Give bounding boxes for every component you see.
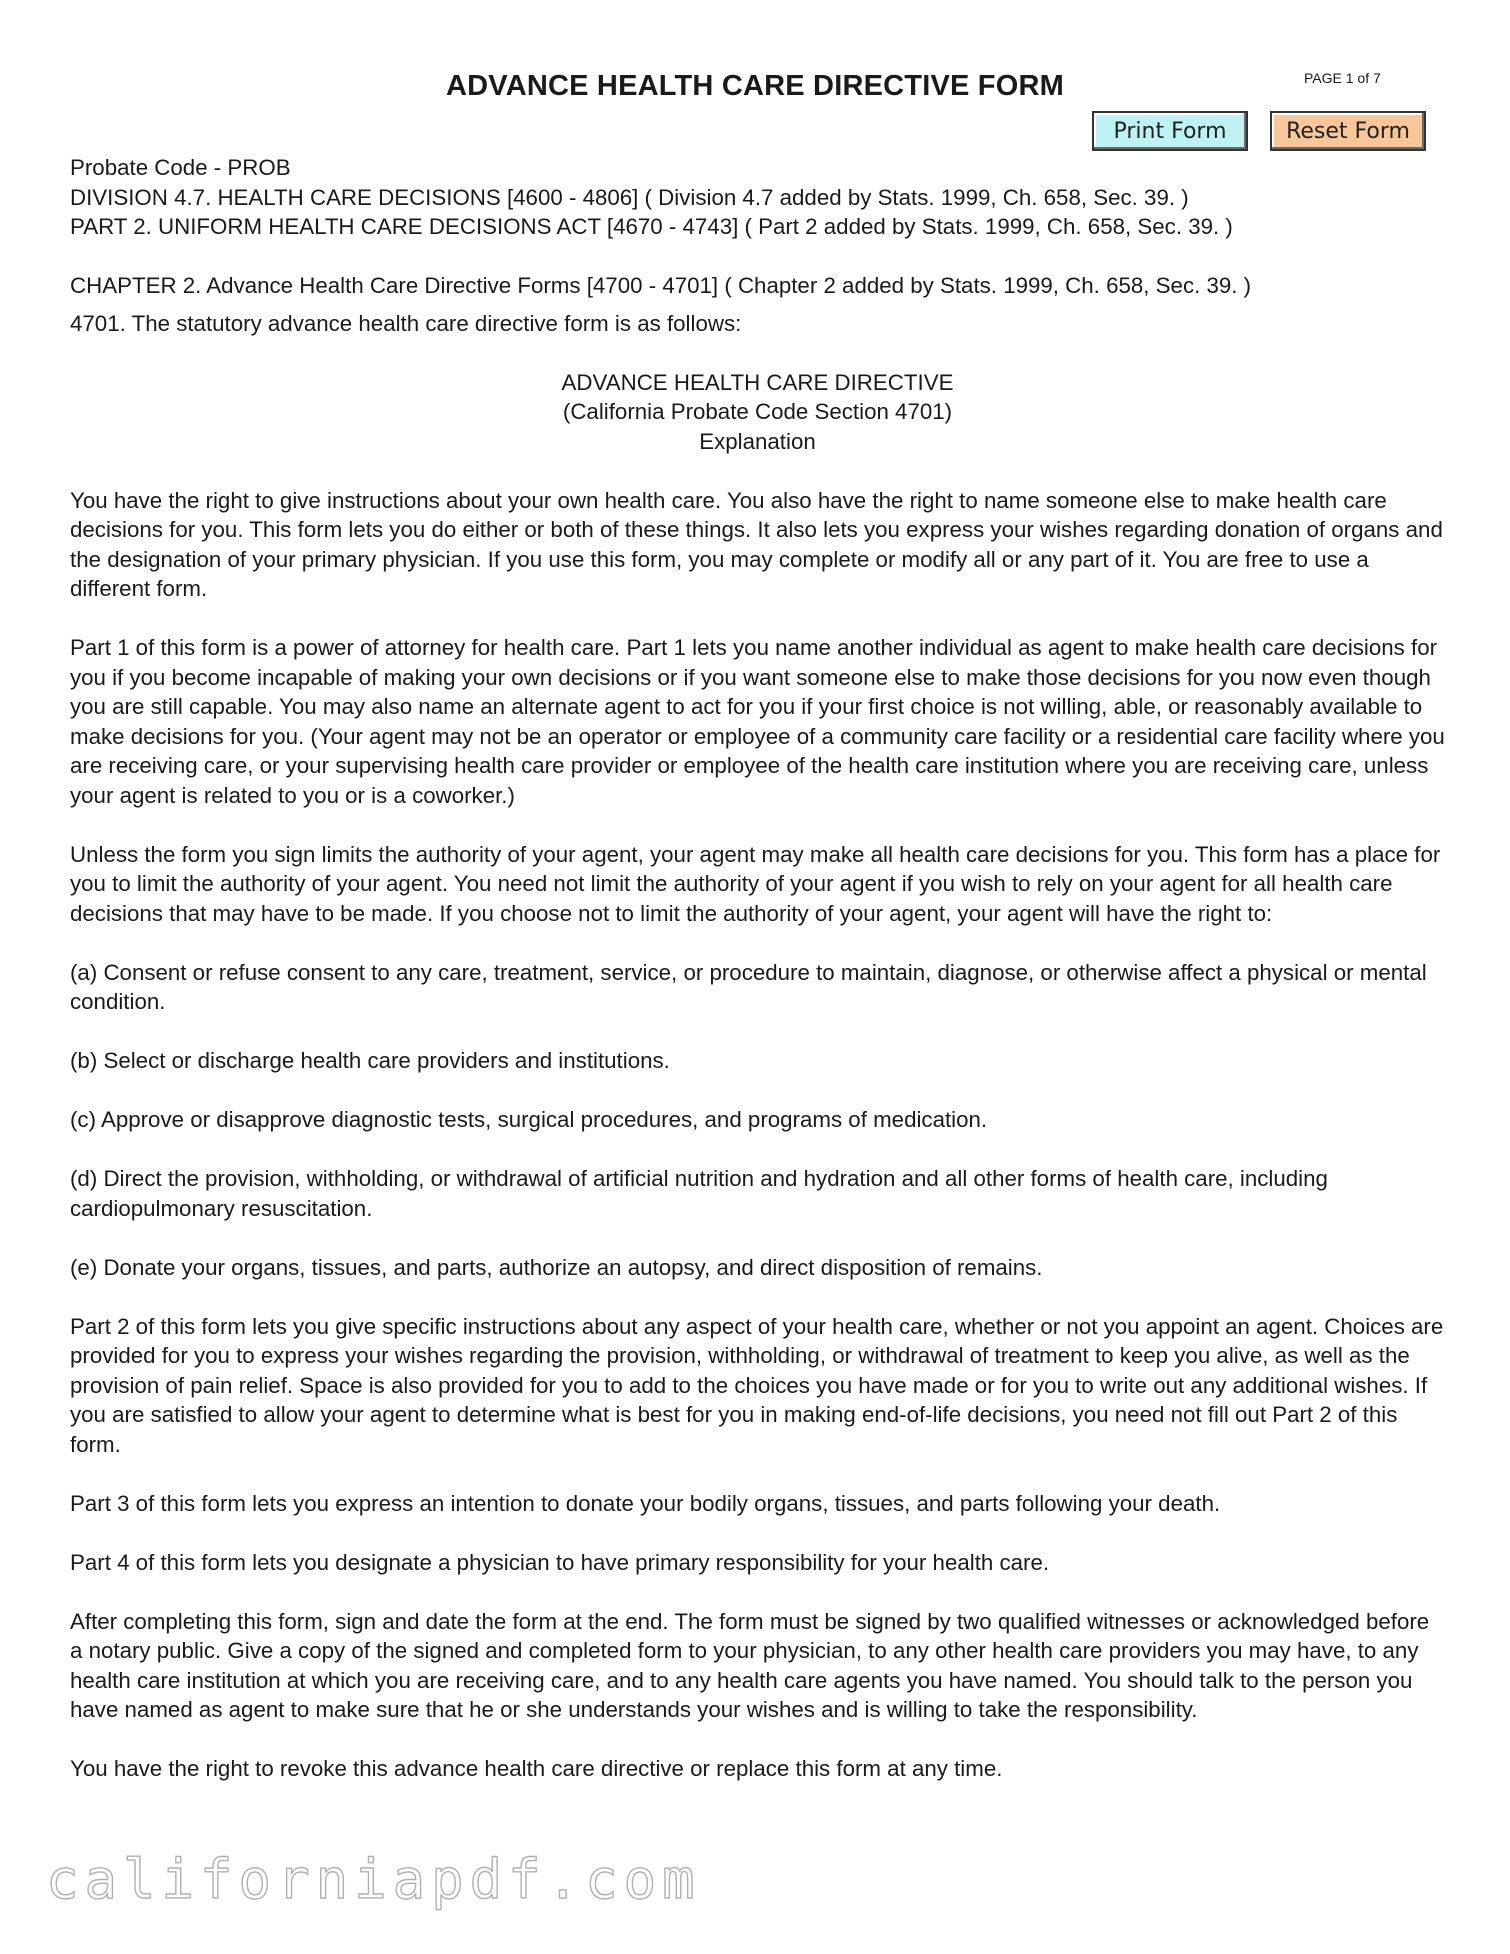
list-item-a: (a) Consent or refuse consent to any care, treatment, service, or procedure to maintain, diagnose, or otherwise affect a physical or mental condition. [70, 959, 1427, 1014]
paragraph-signing: After completing this form, sign and date the form at the end. The form must be signed by two qualified witnesses or acknowledged before a notary public. Give a copy of the signed and completed form to your physician, to any other health care providers you may have, to any health care institution at which you are receiving care, and to any health care agents you have named. You should talk to the person you have named as agent to make sure that he or she understands your wishes and is willing to take the responsibility. [70, 1608, 1430, 1722]
directive-heading-title: ADVANCE HEALTH CARE DIRECTIVE [561, 369, 954, 395]
watermark-logo: californiapdf.com [46, 1848, 701, 1911]
list-item-e: (e) Donate your organs, tissues, and parts, authorize an autopsy, and direct disposition of remains. [70, 1254, 1043, 1280]
list-item-b: (b) Select or discharge health care providers and institutions. [70, 1048, 670, 1073]
paragraph-part-2: Part 2 of this form lets you give specific instructions about any aspect of your health care, whether or not you appoint an agent. Choices are provided for you to express your wishes regarding the provision, withholding, or withdrawal of treatment to keep you alive, as well as the provision of pain relief. Space is also provided for you to add to the choices you have made or for you to write out any additional wishes. If you are satisfied to allow your agent to determine what is best for you in making end-of-life decisions, you need not fill out Part 2 of this form. [70, 1313, 1444, 1457]
part-line: PART 2. UNIFORM HEALTH CARE DECISIONS ACT [4670 - 4743] ( Part 2 added by Stats. 1999, Ch. 658, Sec. 39. ) [70, 214, 1233, 239]
form-title: ADVANCE HEALTH CARE DIRECTIVE FORM [446, 70, 1064, 102]
probate-code-line: Probate Code - PROB [70, 155, 291, 180]
list-item-c: (c) Approve or disapprove diagnostic tests, surgical procedures, and programs of medication. [70, 1107, 988, 1132]
directive-heading-code: (California Probate Code Section 4701) [562, 399, 953, 424]
document-body [70, 153, 1445, 1784]
list-item-d: (d) Direct the provision, withholding, or withdrawal of artificial nutrition and hydration and all other forms of health care, including cardiopulmonary resuscitation. [70, 1166, 1328, 1221]
paragraph-part-3: Part 3 of this form lets you express an intention to donate your bodily organs, tissues, and parts following your death. [70, 1490, 1221, 1516]
paragraph-part-1: Part 1 of this form is a power of attorney for health care. Part 1 lets you name another individual as agent to make health care decisions for you if you become incapable of making your own decisions or if you want someone else to make those decisions for you now even though you are still capable. You may also name an alternate agent to act for you if your first choice is not willing, able, or reasonably available to make decisions for you. (Your agent may not be an operator or employee of a community care facility or a residential care facility where you are receiving care, or your supervising health care provider or employee of the health care institution where you are receiving care, unless your agent is related to you or is a coworker.) [70, 635, 1445, 808]
directive-heading [70, 368, 1445, 457]
page-number: PAGE 1 of 7 [1304, 70, 1381, 86]
chapter-line: CHAPTER 2. Advance Health Care Directive Forms [4700 - 4701] ( Chapter 2 added by Stats. 1999, Ch. 658, Sec. 39. ) [70, 273, 1252, 298]
paragraph-part-4: Part 4 of this form lets you designate a physician to have primary responsibility for your health care. [70, 1549, 1050, 1575]
reset-form-button[interactable]: Reset Form [1270, 111, 1426, 151]
section-line: 4701. The statutory advance health care directive form is as follows: [70, 310, 742, 336]
paragraph-rights: You have the right to give instructions about your own health care. You also have the right to name someone else to make health care decisions for you. This form lets you do either or both of these things. It also lets you express your wishes regarding donation of organs and the designation of your primary physician. If you use this form, you may complete or modify all or any part of it. You are free to use a different form. [70, 487, 1443, 601]
print-form-button[interactable]: Print Form [1092, 111, 1248, 151]
division-line: DIVISION 4.7. HEALTH CARE DECISIONS [4600 - 4806] ( Division 4.7 added by Stats. 1999, Ch. 658, Sec. 39. ) [70, 184, 1189, 210]
paragraph-revoke: You have the right to revoke this advance health care directive or replace this form at any time. [70, 1756, 1003, 1781]
paragraph-agent-authority: Unless the form you sign limits the authority of your agent, your agent may make all health care decisions for you. This form has a place for you to limit the authority of your agent. You need not limit the authority of your agent if you wish to rely on your agent for all health care decisions that may have to be made. If you choose not to limit the authority of your agent, your agent will have the right to: [70, 841, 1441, 926]
directive-heading-explanation: Explanation [699, 428, 816, 454]
